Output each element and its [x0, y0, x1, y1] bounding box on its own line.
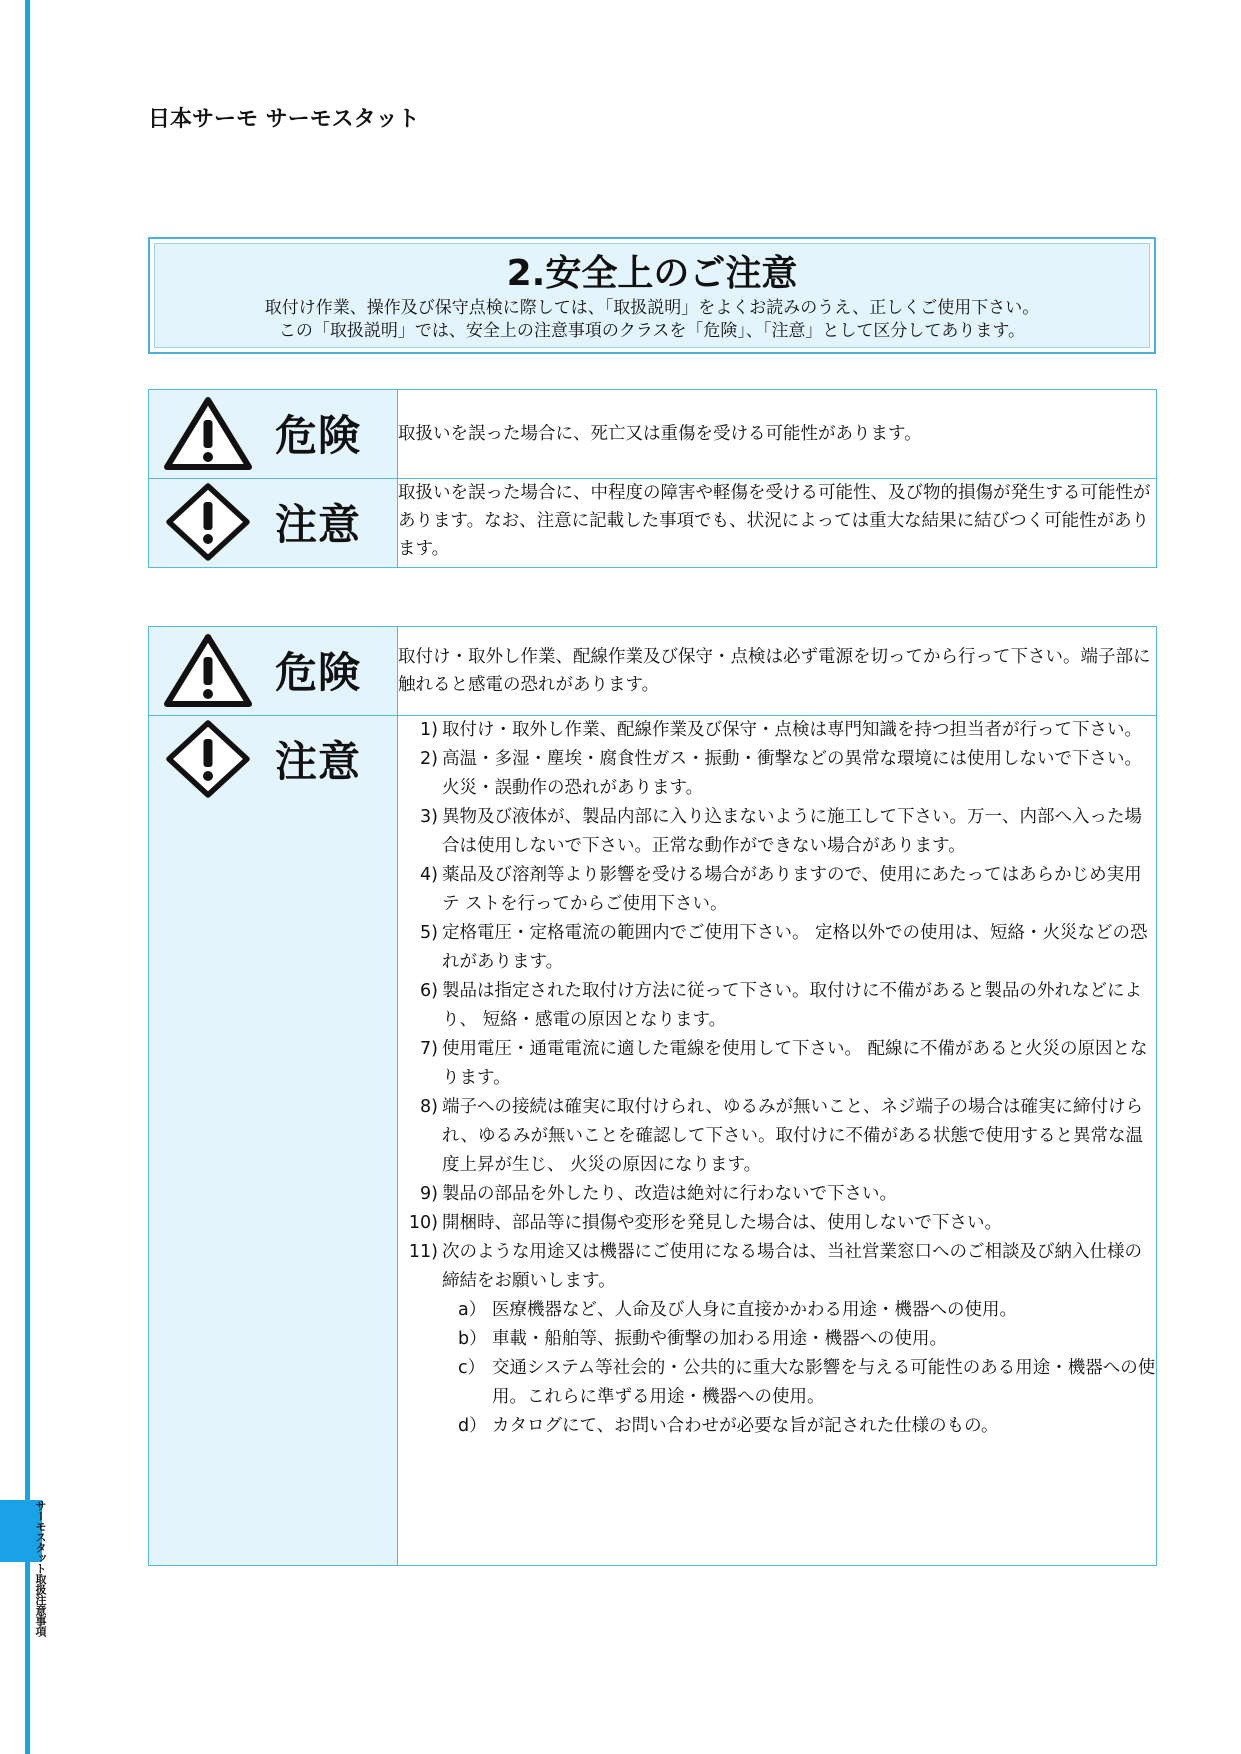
- legend-danger-cell: [149, 390, 398, 479]
- brand-header: 日本サーモ サーモスタット: [148, 107, 420, 132]
- sub-list-item: d） カタログにて、お問い合わせが必要な旨が記された仕様のもの。: [458, 1416, 999, 1436]
- title-line-2: この「取扱説明」では、安全上の注意事項のクラスを「危険」、「注意」として区分してあります。: [278, 321, 1026, 341]
- sub-list-item: c） 交通システム等社会的・公共的に重大な影響を与える可能性のある用途・機器への使用。これらに準ずる用途・機器への使用。: [458, 1358, 1156, 1407]
- legend-caution-text: 取扱いを誤った場合に、中程度の障害や軽傷を受ける可能性、及び物的損傷が発生する可能性があります。なお、注意に記載した事項でも、状況によっては重大な結果に結びつく可能性があります。: [398, 479, 1157, 568]
- sub-list-item: a） 医療機器など、人命及び人身に直接かかわる用途・機器への使用。: [458, 1300, 1017, 1320]
- side-label: サーモスタット取扱注意事項: [34, 1500, 47, 1637]
- legend-danger-text: 取扱いを誤った場合に、死亡又は重傷を受ける可能性があります。: [398, 390, 1157, 479]
- caution-list: [398, 716, 1156, 1441]
- list-item: 10) 開梱時、部品等に損傷や変形を発見した場合は、使用しないで下さい。: [408, 1213, 1002, 1233]
- title-line-1: 取付け作業、操作及び保守点検に際しては、「取扱説明」をよくお読みのうえ、正しくご使用下さい。: [264, 298, 1040, 318]
- list-item: 8) 端子への接続は確実に取付けられ、ゆるみが無いこと、ネジ端子の場合は確実に締付けられ、ゆるみが無いことを確認して下さい。取付けに不備がある状態で使用すると異常な温度上昇が生じ、 火災の原因になります。: [420, 1097, 1144, 1175]
- caution-diamond-icon: [163, 482, 253, 562]
- warning-triangle-icon: [163, 395, 253, 471]
- list-item: 6) 製品は指定された取付け方法に従って下さい。取付けに不備があると製品の外れなどにより、 短絡・感電の原因となります。: [420, 981, 1142, 1030]
- caution-label: 注意: [275, 500, 362, 549]
- list-item: 4) 薬品及び溶剤等より影響を受ける場合がありますので、使用にあたってはあらかじめ実用テ ストを行ってからご使用下さい。: [420, 865, 1142, 914]
- list-item: 3) 異物及び液体が、製品内部に入り込まないように施工して下さい。万一、内部へ入った場合は使用しないで下さい。正常な動作ができない場合があります。: [420, 807, 1142, 856]
- danger-label: 危険: [275, 411, 362, 460]
- section-title: 2.安全上のご注意: [506, 253, 798, 294]
- list-item: 2) 高温・多湿・塵埃・腐食性ガス・振動・衝撃などの異常な環境には使用しないで下さい。 火災・誤動作の恐れがあります。: [420, 749, 1142, 798]
- legend-table: [148, 389, 1157, 568]
- caution-label: 注意: [275, 737, 362, 786]
- danger-label: 危険: [275, 648, 362, 697]
- left-accent-bar: [25, 0, 30, 1754]
- rules-caution-cell: [149, 716, 398, 1566]
- warning-triangle-icon: [163, 632, 253, 708]
- rules-table: [148, 626, 1157, 1566]
- list-item: 1) 取付け・取外し作業、配線作業及び保守・点検は専門知識を持つ担当者が行って下さい。: [420, 720, 1142, 740]
- legend-caution-cell: [149, 479, 398, 568]
- list-item: 11) 次のような用途又は機器にご使用になる場合は、当社営業窓口へのご相談及び納入仕様の締結をお願いします。: [408, 1242, 1142, 1291]
- caution-diamond-icon: [163, 719, 253, 799]
- list-item: 5) 定格電圧・定格電流の範囲内でご使用下さい。 定格以外での使用は、短絡・火災などの恐れがあります。: [420, 923, 1148, 972]
- list-item: 7) 使用電圧・通電電流に適した電線を使用して下さい。 配線に不備があると火災の原因となります。: [420, 1039, 1148, 1088]
- sub-list-item: b） 車載・船舶等、振動や衝撃の加わる用途・機器への使用。: [458, 1329, 947, 1349]
- rules-danger-text: 取付け・取外し作業、配線作業及び保守・点検は必ず電源を切ってから行って下さい。端子部に触れると感電の恐れがあります。: [398, 627, 1157, 716]
- title-box: [148, 237, 1156, 354]
- rules-danger-cell: [149, 627, 398, 716]
- rules-caution-list-cell: [398, 716, 1157, 1566]
- list-item: 9) 製品の部品を外したり、改造は絶対に行わないで下さい。: [420, 1184, 897, 1204]
